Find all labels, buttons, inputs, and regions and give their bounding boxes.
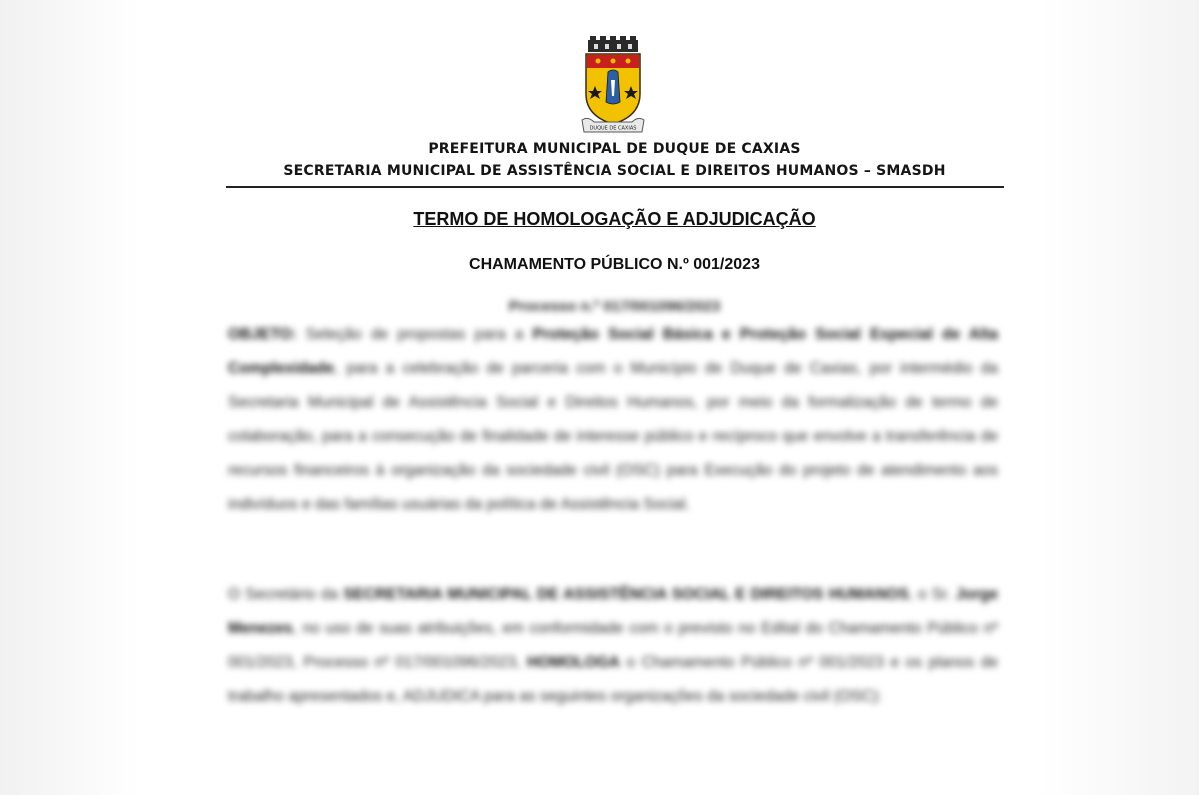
object-text-b: , para a celebração de parceria com o Município de Duque de Caxias, por intermédio da Secretaria Municipal de Assistência Social e Direitos Humanos, por meio da formalização de termo de colaboração, para a consecução de finalidade de interesse público e recíproco que envolve a transferência de recursos financeiros à organização da sociedade civil (OSC) para Execução do projeto de atendimento aos indivíduos e das famílias usuárias da política de Assistência Social. xyxy=(228,360,998,513)
page-edge-left xyxy=(0,0,140,795)
object-bold-a: Proteção Social Básica e Proteção Social Especial de Alta Complexidade xyxy=(228,326,998,377)
document-subtitle: CHAMAMENTO PÚBLICO N.º 001/2023 xyxy=(469,256,760,273)
municipal-crest-icon xyxy=(578,36,648,136)
header-municipality: PREFEITURA MUNICIPAL DE DUQUE DE CAXIAS xyxy=(428,141,801,157)
homologation-text-b: , o Sr. xyxy=(908,586,956,603)
homologation-text-c: , no uso de suas atribuições, em conformidade com o previsto no Edital do Chamamento Público nº 001/2023, Processo nº 017/001096/2023, xyxy=(228,620,998,671)
object-lead: OBJETO: xyxy=(228,326,297,343)
object-paragraph xyxy=(228,318,998,522)
header-divider xyxy=(226,186,1004,188)
object-text-a: Seleção de propostas para a xyxy=(296,326,533,343)
homologation-bold-b: Jorge Menezes xyxy=(228,586,998,637)
homologation-text-a: O Secretário da xyxy=(228,586,344,603)
homologation-text-d: o Chamamento Público nº 001/2023 e os planos de trabalho apresentados e, ADJUDICA para as seguintes organizações da sociedade civil (OSC): xyxy=(228,654,998,705)
page-edge-right xyxy=(1039,0,1199,795)
homologation-bold-c: HOMOLOGA xyxy=(526,654,620,671)
crest-caption: DUQUE DE CAXIAS xyxy=(589,125,637,132)
header-secretariat: SECRETARIA MUNICIPAL DE ASSISTÊNCIA SOCIAL E DIREITOS HUMANOS – SMASDH xyxy=(283,163,946,179)
document-title: TERMO DE HOMOLOGAÇÃO E ADJUDICAÇÃO xyxy=(413,209,816,229)
homologation-paragraph xyxy=(228,578,998,714)
homologation-bold-a: SECRETARIA MUNICIPAL DE ASSISTÊNCIA SOCIAL E DIREITOS HUMANOS xyxy=(343,586,909,603)
process-number: Processo n.º 017/001096/2023 xyxy=(508,298,721,315)
